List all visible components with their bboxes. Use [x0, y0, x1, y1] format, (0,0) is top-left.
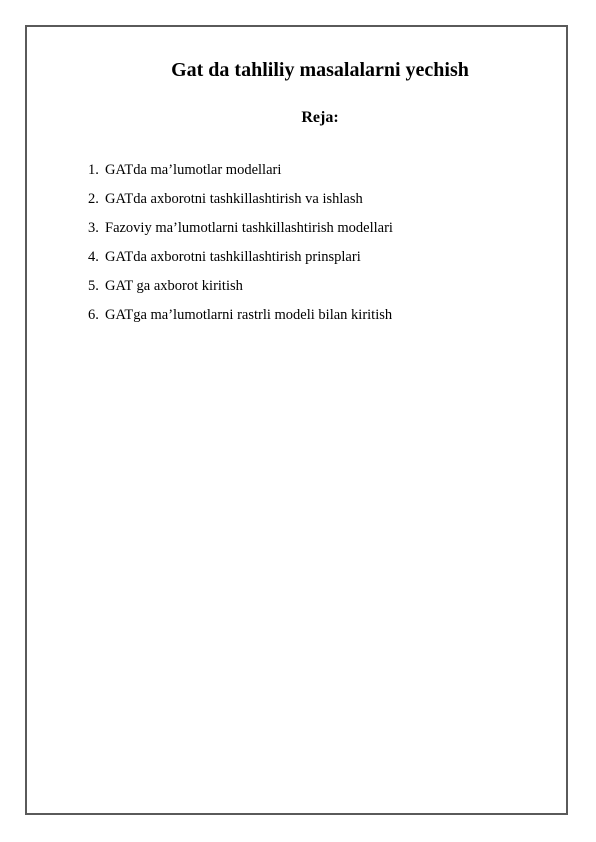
- plan-heading: Reja:: [301, 109, 339, 126]
- list-item-text: GATda axborotni tashkillashtirish va ishlash: [105, 191, 363, 207]
- list-item-number: 6.: [88, 307, 99, 323]
- list-item: [88, 306, 393, 324]
- page-border: [25, 25, 568, 815]
- list-item-text: GATda axborotni tashkillashtirish prinsplari: [105, 249, 361, 265]
- list-item: [88, 277, 393, 295]
- list-item: [88, 190, 393, 208]
- list-item: [88, 248, 393, 266]
- list-item-text: GATga ma’lumotlarni rastrli modeli bilan kiritish: [105, 307, 393, 323]
- list-item: [88, 219, 393, 237]
- list-item-number: 5.: [88, 278, 99, 294]
- document-title: Gat da tahliliy masalalarni yechish: [171, 59, 469, 81]
- list-item-number: 2.: [88, 191, 99, 207]
- plan-list: [88, 161, 393, 335]
- list-item-text: GAT ga axborot kiritish: [105, 278, 243, 294]
- list-item-number: 3.: [88, 220, 99, 236]
- list-item-text: Fazoviy ma’lumotlarni tashkillashtirish modellari: [105, 220, 393, 236]
- list-item-text: GATda ma’lumotlar modellari: [105, 162, 282, 178]
- list-item-number: 4.: [88, 249, 99, 265]
- list-item-number: 1.: [88, 162, 99, 178]
- list-item: [88, 161, 393, 179]
